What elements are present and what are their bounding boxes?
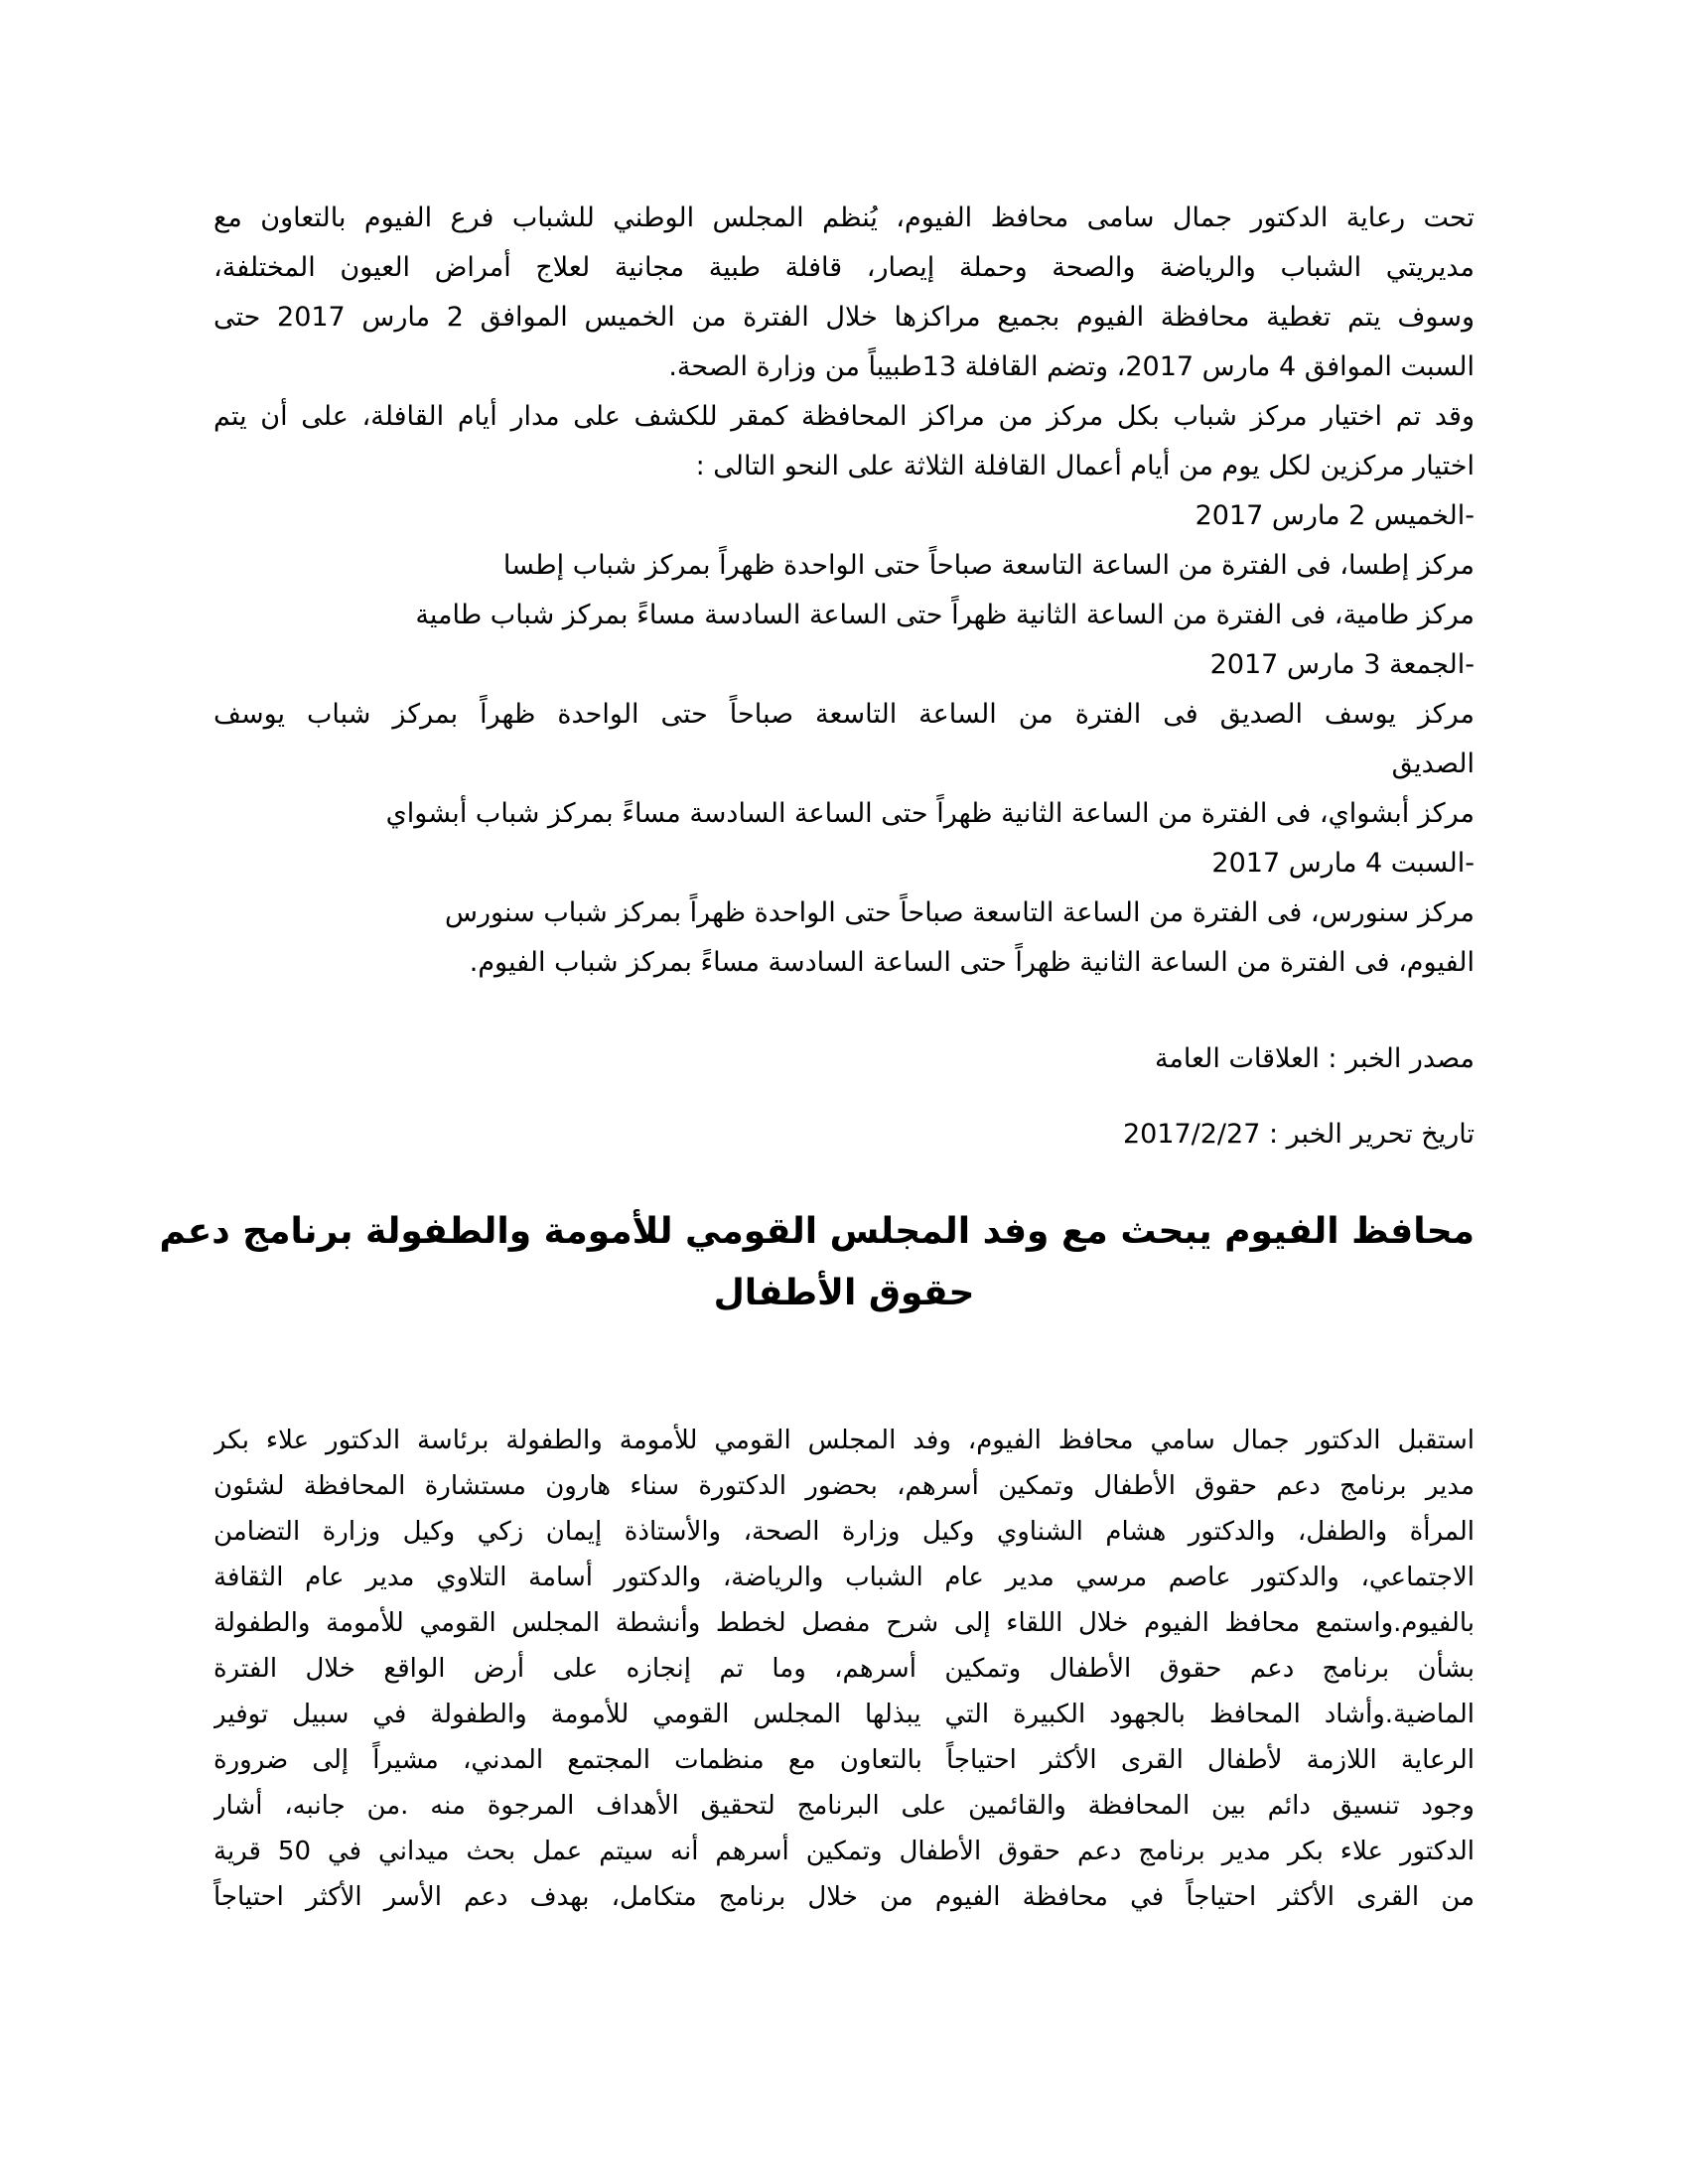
schedule-entry: الصديق xyxy=(1391,749,1475,779)
article-2-title-line: محافظ الفيوم يبحث مع وفد المجلس القومي للأمومة والطفولة برنامج دعم xyxy=(159,1211,1475,1252)
article-2-line: من القرى الأكثر احتياجاً في محافظة الفيوم من خلال برنامج متكامل، بهدف دعم الأسر الأكثر احتياجاً xyxy=(213,1882,1475,1912)
article-1-line: وسوف يتم تغطية محافظة الفيوم بجميع مراكزها خلال الفترة من الخميس الموافق 2 مارس 2017 حتى xyxy=(213,302,1475,333)
article-1-line: تحت رعاية الدكتور جمال سامى محافظ الفيوم، يُنظم المجلس الوطني للشباب فرع الفيوم بالتعاون مع xyxy=(213,203,1475,233)
news-date: تاريخ تحرير الخبر : 2017/2/27 xyxy=(1122,1119,1475,1150)
schedule-entry: الفيوم، فى الفترة من الساعة الثانية ظهراً حتى الساعة السادسة مساءً بمركز شباب الفيوم. xyxy=(469,947,1475,978)
article-2-line: المرأة والطفل، والدكتور هشام الشناوي وكيل وزارة الصحة، والأستاذة إيمان زكي وكيل وزارة التضامن xyxy=(213,1517,1475,1547)
article-1-body xyxy=(213,194,1475,988)
news-source: مصدر الخبر : العلاقات العامة xyxy=(1154,1043,1475,1074)
article-2-line: الاجتماعي، والدكتور عاصم مرسي مدير عام الشباب والرياضة، والدكتور أسامة التلاوي مدير عام الثقافة xyxy=(213,1563,1475,1592)
article-1-line: وقد تم اختيار مركز شباب بكل مركز من مراكز المحافظة كمقر للكشف على مدار أيام القافلة، على أن يتم xyxy=(213,401,1475,432)
article-2-line: بشأن برنامج دعم حقوق الأطفال وتمكين أسرهم، وما تم إنجازه على أرض الواقع خلال الفترة xyxy=(213,1654,1475,1684)
schedule-entry: مركز سنورس، فى الفترة من الساعة التاسعة صباحاً حتى الواحدة ظهراً بمركز شباب سنورس xyxy=(445,897,1475,928)
article-1-line: السبت الموافق 4 مارس 2017، وتضم القافلة 13طبيباً من وزارة الصحة. xyxy=(668,351,1475,382)
article-2-line: الماضية.وأشاد المحافظ بالجهود الكبيرة التي يبذلها المجلس القومي للأمومة والطفولة في سبيل توفير xyxy=(213,1700,1475,1729)
schedule-day-heading: -الخميس 2 مارس 2017 xyxy=(1195,500,1475,531)
schedule-entry: مركز إطسا، فى الفترة من الساعة التاسعة صباحاً حتى الواحدة ظهراً بمركز شباب إطسا xyxy=(502,550,1475,581)
article-1-line: مديريتي الشباب والرياضة والصحة وحملة إيصار، قافلة طبية مجانية لعلاج أمراض العيون المختلفة، xyxy=(213,252,1475,283)
article-2-line: بالفيوم.واستمع محافظ الفيوم خلال اللقاء إلى شرح مفصل لخطط وأنشطة المجلس القومي للأمومة والطفولة xyxy=(213,1608,1475,1638)
schedule-entry: مركز أبشواي، فى الفترة من الساعة الثانية ظهراً حتى الساعة السادسة مساءً بمركز شباب أبشواي xyxy=(385,798,1475,829)
schedule-entry: مركز يوسف الصديق فى الفترة من الساعة التاسعة صباحاً حتى الواحدة ظهراً بمركز شباب يوسف xyxy=(213,699,1475,730)
article-2-title xyxy=(159,1201,1475,1324)
article-2-line: مدير برنامج دعم حقوق الأطفال وتمكين أسرهم، بحضور الدكتورة سناء هارون مستشارة المحافظة لشئون xyxy=(213,1471,1475,1501)
schedule-day-heading: -السبت 4 مارس 2017 xyxy=(1211,848,1475,879)
article-2-title-line: حقوق الأطفال xyxy=(713,1273,975,1313)
article-2-line: استقبل الدكتور جمال سامي محافظ الفيوم، وفد المجلس القومي للأمومة والطفولة برئاسة الدكتور علاء بكر xyxy=(213,1426,1475,1455)
article-2-line: الدكتور علاء بكر مدير برنامج دعم حقوق الأطفال وتمكين أسرهم أنه سيتم عمل بحث ميداني في 50 قرية xyxy=(213,1837,1475,1866)
article-2-body xyxy=(213,1418,1475,1920)
schedule-day-heading: -الجمعة 3 مارس 2017 xyxy=(1209,649,1475,680)
article-2-line: الرعاية اللازمة لأطفال القرى الأكثر احتياجاً بالتعاون مع منظمات المجتمع المدني، مشيراً إلى ضرورة xyxy=(213,1745,1475,1775)
article-1-line: اختيار مركزين لكل يوم من أيام أعمال القافلة الثلاثة على النحو التالى : xyxy=(695,451,1475,481)
schedule-entry: مركز طامية، فى الفترة من الساعة الثانية ظهراً حتى الساعة السادسة مساءً بمركز شباب طامية xyxy=(415,600,1475,630)
article-2-line: وجود تنسيق دائم بين المحافظة والقائمين على البرنامج لتحقيق الأهداف المرجوة منه .من جانبه، أشار xyxy=(213,1791,1475,1821)
